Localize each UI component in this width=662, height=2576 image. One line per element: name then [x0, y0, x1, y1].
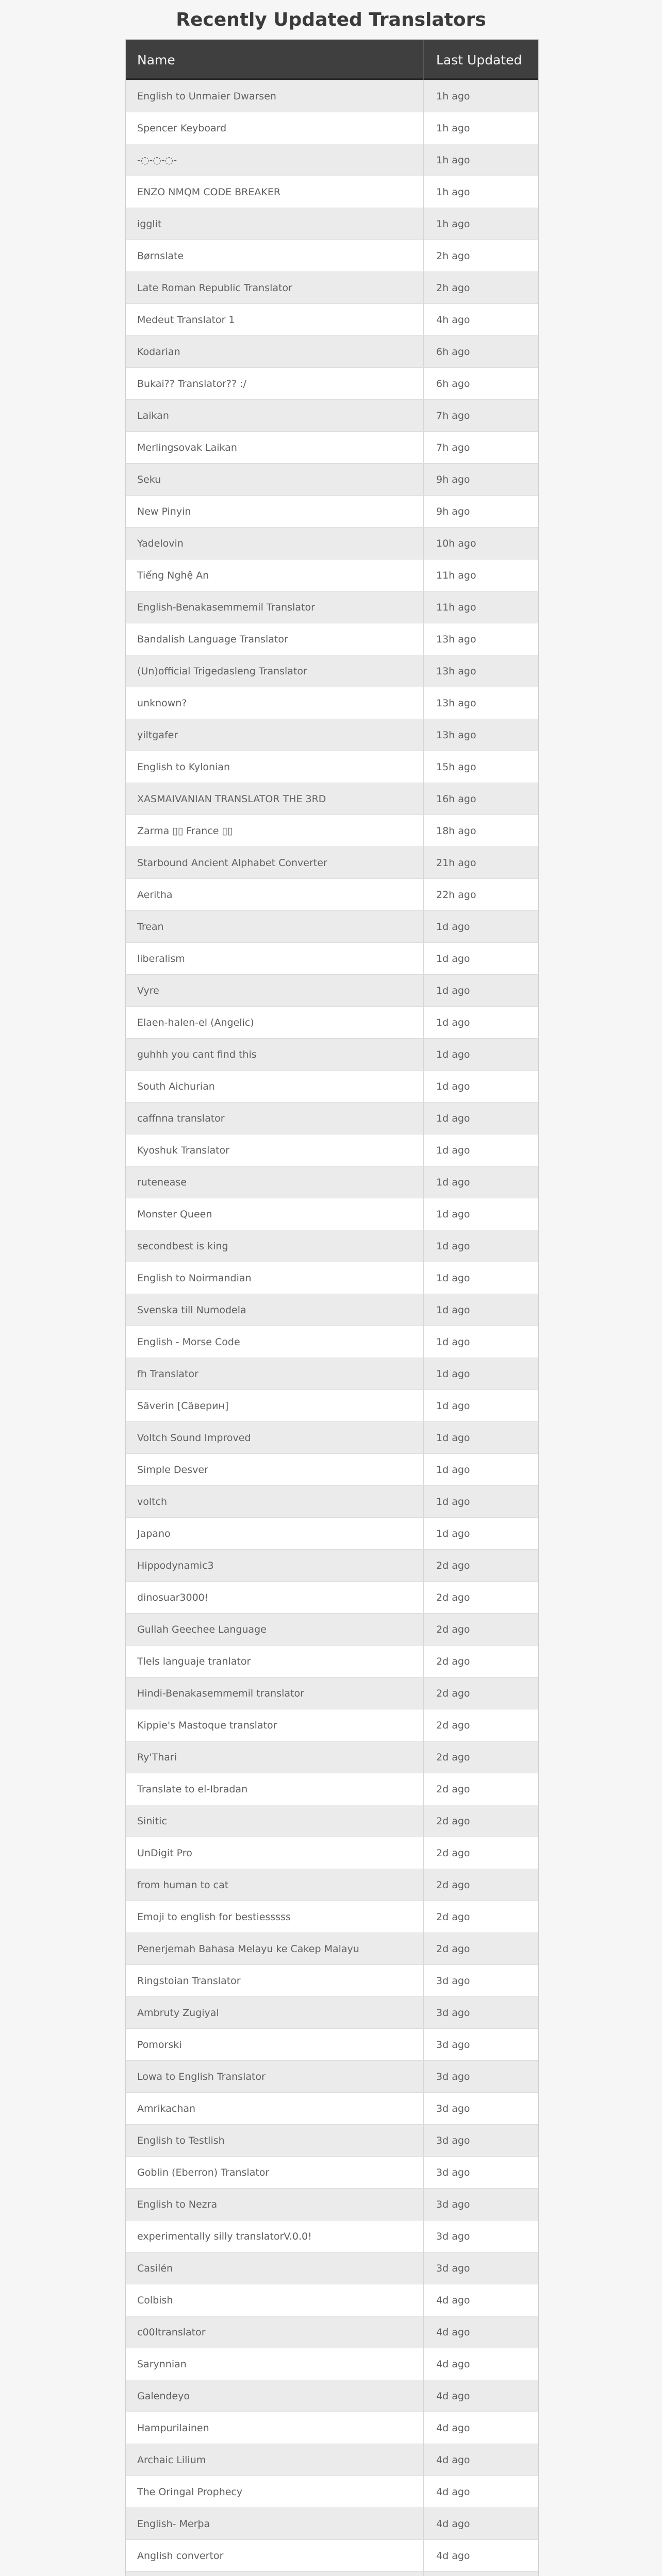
table-row[interactable]	[126, 176, 538, 208]
last-updated-cell: 1d ago	[423, 1166, 538, 1198]
table-row[interactable]	[126, 1070, 538, 1102]
table-row[interactable]	[126, 751, 538, 783]
last-updated-cell: 2d ago	[423, 1805, 538, 1837]
table-row[interactable]	[126, 1837, 538, 1869]
table-row[interactable]	[126, 2188, 538, 2220]
column-header-updated: Last Updated	[423, 40, 538, 80]
table-row[interactable]	[126, 687, 538, 719]
translator-name-link[interactable]: Bandalish Language Translator	[137, 633, 288, 645]
translator-name-link[interactable]: ENZO NMQM CODE BREAKER	[137, 186, 281, 198]
translator-name-link[interactable]: Ry'Thari	[137, 1751, 177, 1763]
page-title: Recently Updated Translators	[176, 9, 486, 30]
table-row[interactable]	[126, 2284, 538, 2316]
translator-name-link[interactable]: Børnslate	[137, 250, 184, 262]
translator-name-link[interactable]: -◌-◌-◌-	[137, 154, 177, 166]
table-row[interactable]	[126, 144, 538, 176]
translator-name-link[interactable]: secondbest is king	[137, 1240, 228, 1252]
translator-name-link[interactable]: Yadelovin	[137, 537, 184, 549]
table-row[interactable]	[126, 367, 538, 399]
translator-name-link[interactable]: UnDigit Pro	[137, 1847, 192, 1859]
table-row[interactable]	[126, 2476, 538, 2507]
last-updated-cell: 1d ago	[423, 911, 538, 942]
last-updated-cell: 3d ago	[423, 2029, 538, 2060]
translator-name-link[interactable]: Translate to el-Ibradan	[137, 1783, 248, 1795]
table-row[interactable]	[126, 112, 538, 144]
last-updated-cell: 1d ago	[423, 1262, 538, 1294]
translator-name-link[interactable]: from human to cat	[137, 1879, 229, 1891]
last-updated-cell: 1h ago	[423, 176, 538, 208]
last-updated-cell: 2d ago	[423, 1933, 538, 1964]
last-updated-cell: 1h ago	[423, 80, 538, 112]
translator-name-link[interactable]: voltch	[137, 1496, 168, 1507]
table-row[interactable]	[126, 2220, 538, 2252]
table-row[interactable]	[126, 815, 538, 846]
translator-name-link[interactable]: Säverin [Сäверин]	[137, 1400, 229, 1412]
last-updated-cell: 4d ago	[423, 2444, 538, 2476]
last-updated-cell: 3d ago	[423, 2252, 538, 2284]
last-updated-cell: 11h ago	[423, 591, 538, 623]
table-row[interactable]	[126, 2539, 538, 2571]
table-row[interactable]	[126, 272, 538, 303]
translator-name-link[interactable]: Galendeyo	[137, 2390, 190, 2402]
translator-name-link[interactable]: Emoji to english for bestiesssss	[137, 1911, 291, 1923]
table-row[interactable]	[126, 942, 538, 974]
translator-name-link[interactable]: Svenska till Numodela	[137, 1304, 246, 1316]
table-row[interactable]	[126, 2156, 538, 2188]
table-row[interactable]	[126, 2507, 538, 2539]
table-row[interactable]	[126, 1006, 538, 1038]
table-row[interactable]	[126, 1166, 538, 1198]
last-updated-cell: 2d ago	[423, 1614, 538, 1645]
table-row[interactable]	[126, 1230, 538, 1262]
translator-name-link[interactable]: English - Morse Code	[137, 1336, 240, 1348]
table-row[interactable]	[126, 1901, 538, 1933]
last-updated-cell: 1d ago	[423, 1198, 538, 1230]
table-row[interactable]	[126, 559, 538, 591]
translator-name-link[interactable]: New Pinyin	[137, 505, 191, 517]
translator-name-link[interactable]: rutenease	[137, 1176, 187, 1188]
last-updated-cell: 6h ago	[423, 336, 538, 367]
translator-name-link[interactable]: The Oringal Prophecy	[137, 2486, 243, 2498]
table-row[interactable]	[126, 2092, 538, 2124]
table-row[interactable]	[126, 2028, 538, 2060]
last-updated-cell: 1d ago	[423, 1294, 538, 1326]
table-row[interactable]	[126, 1805, 538, 1837]
last-updated-cell: 2d ago	[423, 1773, 538, 1805]
table-row[interactable]	[126, 1453, 538, 1485]
translator-name-link[interactable]: Simple Desver	[137, 1464, 208, 1476]
translator-name-link[interactable]: Anglish convertor	[137, 2550, 224, 2562]
last-updated-cell: 4h ago	[423, 304, 538, 335]
table-row[interactable]	[126, 1549, 538, 1581]
table-header	[126, 40, 538, 80]
last-updated-cell: 1h ago	[423, 112, 538, 144]
table-row[interactable]	[126, 1326, 538, 1358]
table-row[interactable]	[126, 910, 538, 942]
table-row[interactable]	[126, 80, 538, 112]
translator-name-link[interactable]: Lowa to English Translator	[137, 2071, 266, 2082]
table-row[interactable]	[126, 1517, 538, 1549]
translator-name-link[interactable]: English-Benakasemmemil Translator	[137, 601, 315, 613]
last-updated-cell: 2d ago	[423, 1582, 538, 1613]
table-row[interactable]	[126, 1262, 538, 1294]
table-row[interactable]	[126, 1773, 538, 1805]
table-row[interactable]	[126, 1709, 538, 1741]
last-updated-cell: 10h ago	[423, 528, 538, 559]
last-updated-cell: 2d ago	[423, 1869, 538, 1901]
translator-name-link[interactable]: English to Noirmandian	[137, 1272, 252, 1284]
table-row[interactable]	[126, 431, 538, 463]
last-updated-cell: 3d ago	[423, 2061, 538, 2092]
last-updated-cell: 2d ago	[423, 1646, 538, 1677]
table-row[interactable]	[126, 974, 538, 1006]
translator-name-link[interactable]: Kyoshuk Translator	[137, 1144, 229, 1156]
last-updated-cell: 1d ago	[423, 1134, 538, 1166]
translator-name-link[interactable]: Colbish	[137, 2294, 173, 2306]
translator-name-link[interactable]: Gullah Geechee Language	[137, 1623, 267, 1635]
last-updated-cell	[423, 2572, 538, 2576]
last-updated-cell: 3d ago	[423, 2125, 538, 2156]
translator-name-link[interactable]: Trean	[137, 921, 164, 933]
last-updated-cell: 1d ago	[423, 1454, 538, 1485]
table-row[interactable]	[126, 335, 538, 367]
translator-name-link[interactable]: English to Testlish	[137, 2134, 225, 2146]
last-updated-cell: 1d ago	[423, 1422, 538, 1453]
last-updated-cell: 11h ago	[423, 560, 538, 591]
last-updated-cell: 21h ago	[423, 847, 538, 878]
translator-name-link[interactable]: Penerjemah Bahasa Melayu ke Cakep Malayu	[137, 1943, 359, 1955]
last-updated-cell: 1d ago	[423, 1071, 538, 1102]
table-row[interactable]	[126, 2124, 538, 2156]
translator-name-link[interactable]: Bukai?? Translator?? :/	[137, 378, 246, 389]
last-updated-cell: 13h ago	[423, 719, 538, 751]
translator-name-link[interactable]: Goblin (Eberron) Translator	[137, 2166, 270, 2178]
table-row[interactable]	[126, 1421, 538, 1453]
table-row[interactable]	[126, 208, 538, 240]
translator-name-link[interactable]: Medeut Translator 1	[137, 314, 235, 326]
last-updated-cell: 1h ago	[423, 208, 538, 240]
translator-name-link[interactable]: Archaic Lilium	[137, 2454, 206, 2466]
translator-name-link[interactable]: South Aichurian	[137, 1080, 215, 1092]
last-updated-cell: 16h ago	[423, 783, 538, 815]
translator-name-link[interactable]: Kippie's Mastoque translator	[137, 1719, 277, 1731]
last-updated-cell: 22h ago	[423, 879, 538, 910]
table-body	[126, 80, 538, 2576]
table-row[interactable]	[126, 1485, 538, 1517]
translator-name-link[interactable]: Sinitic	[137, 1815, 167, 1827]
last-updated-cell: 7h ago	[423, 400, 538, 431]
translator-name-link[interactable]: yiltgafer	[137, 729, 178, 741]
translator-name-link[interactable]: unknown?	[137, 697, 187, 709]
table-row[interactable]	[126, 240, 538, 272]
translator-name-link[interactable]: English- Merþa	[137, 2518, 210, 2530]
last-updated-cell: 4d ago	[423, 2348, 538, 2380]
last-updated-cell: 3d ago	[423, 2157, 538, 2188]
last-updated-cell: 1d ago	[423, 1103, 538, 1134]
last-updated-cell: 9h ago	[423, 496, 538, 527]
last-updated-cell: 9h ago	[423, 464, 538, 495]
last-updated-cell: 1d ago	[423, 1390, 538, 1421]
last-updated-cell: 7h ago	[423, 432, 538, 463]
column-header-name: Name	[137, 52, 175, 67]
translator-name-link[interactable]: Hampurilainen	[137, 2422, 209, 2434]
last-updated-cell: 1d ago	[423, 1039, 538, 1070]
translator-name-link[interactable]: caffnna translator	[137, 1112, 225, 1124]
translator-name-link[interactable]: English to Nezra	[137, 2198, 218, 2210]
last-updated-cell: 15h ago	[423, 751, 538, 783]
translator-name-link[interactable]: Sarynnian	[137, 2358, 187, 2370]
last-updated-cell: 2d ago	[423, 1901, 538, 1933]
last-updated-cell: 1d ago	[423, 1326, 538, 1358]
translator-name-link[interactable]: Amrikachan	[137, 2103, 196, 2114]
translator-name-link[interactable]: Casilén	[137, 2262, 173, 2274]
translator-name-link[interactable]: dinosuar3000!	[137, 1591, 209, 1603]
translator-name-link[interactable]: Ringstoian Translator	[137, 1975, 241, 1987]
table-row[interactable]	[126, 1294, 538, 1326]
last-updated-cell: 3d ago	[423, 1965, 538, 1996]
last-updated-cell: 3d ago	[423, 1997, 538, 2028]
table-row[interactable]	[126, 878, 538, 910]
last-updated-cell: 4d ago	[423, 2508, 538, 2539]
last-updated-cell: 6h ago	[423, 368, 538, 399]
translator-name-link[interactable]: Merlingsovak Laikan	[137, 442, 237, 453]
translator-name-link[interactable]: English to Unmaier Dwarsen	[137, 90, 276, 102]
table-row[interactable]	[126, 1358, 538, 1389]
translator-name-link[interactable]: Tiếng Nghệ An	[137, 569, 209, 581]
translator-name-link[interactable]: Pomorski	[137, 2039, 182, 2050]
translator-name-link[interactable]: Japano	[137, 1528, 171, 1539]
translator-name-link[interactable]: Hippodynamic3	[137, 1560, 214, 1571]
table-row[interactable]	[126, 1869, 538, 1901]
last-updated-cell: 18h ago	[423, 815, 538, 846]
last-updated-cell: 2d ago	[423, 1741, 538, 1773]
last-updated-cell: 1d ago	[423, 943, 538, 974]
table-row[interactable]	[126, 2252, 538, 2284]
table-row[interactable]	[126, 1613, 538, 1645]
table-row[interactable]	[126, 1102, 538, 1134]
translator-name-link[interactable]: Tlels languaje tranlator	[137, 1655, 251, 1667]
last-updated-cell: 4d ago	[423, 2476, 538, 2507]
last-updated-cell: 2d ago	[423, 1709, 538, 1741]
table-row[interactable]	[126, 2060, 538, 2092]
last-updated-cell: 3d ago	[423, 2093, 538, 2124]
table-row[interactable]	[126, 463, 538, 495]
last-updated-cell: 4d ago	[423, 2412, 538, 2444]
last-updated-cell: 1d ago	[423, 975, 538, 1006]
last-updated-cell: 4d ago	[423, 2284, 538, 2316]
table-row[interactable]	[126, 1677, 538, 1709]
translator-name-link[interactable]: Aeritha	[137, 889, 173, 901]
translators-table	[125, 39, 539, 2576]
translator-name-link[interactable]: fh Translator	[137, 1368, 198, 1380]
last-updated-cell: 3d ago	[423, 2189, 538, 2220]
last-updated-cell: 4d ago	[423, 2380, 538, 2412]
table-row[interactable]	[126, 846, 538, 878]
last-updated-cell: 2d ago	[423, 1550, 538, 1581]
table-row[interactable]	[126, 1134, 538, 1166]
translator-name-link[interactable]: Ambruty Zugiyal	[137, 2007, 219, 2019]
translator-name-link[interactable]: Kodarian	[137, 346, 180, 358]
table-row[interactable]	[126, 2444, 538, 2476]
translator-name-link[interactable]: Vyre	[137, 985, 159, 996]
translator-name-link[interactable]: guhhh you cant find this	[137, 1048, 257, 1060]
last-updated-cell: 1d ago	[423, 1230, 538, 1262]
table-row[interactable]	[126, 2412, 538, 2444]
table-row[interactable]	[126, 1996, 538, 2028]
table-row[interactable]	[126, 2348, 538, 2380]
translator-name-link[interactable]: Elaen-halen-el (Angelic)	[137, 1016, 254, 1028]
last-updated-cell: 3d ago	[423, 2221, 538, 2252]
last-updated-cell: 1d ago	[423, 1358, 538, 1389]
last-updated-cell: 2h ago	[423, 272, 538, 303]
translator-name-link[interactable]: English to Kylonian	[137, 761, 230, 773]
translator-name-link[interactable]: Hindi-Benakasemmemil translator	[137, 1687, 304, 1699]
translator-name-link[interactable]: Spencer Keyboard	[137, 122, 227, 134]
table-row[interactable]	[126, 1933, 538, 1964]
table-row[interactable]	[126, 623, 538, 655]
table-row[interactable]	[126, 1581, 538, 1613]
table-row[interactable]	[126, 655, 538, 687]
table-row[interactable]	[126, 495, 538, 527]
translator-name-link[interactable]: Starbound Ancient Alphabet Converter	[137, 857, 327, 869]
table-row[interactable]	[126, 527, 538, 559]
last-updated-cell: 2h ago	[423, 240, 538, 272]
table-row[interactable]	[126, 399, 538, 431]
table-row[interactable]	[126, 1389, 538, 1421]
last-updated-cell: 1d ago	[423, 1518, 538, 1549]
last-updated-cell: 1d ago	[423, 1007, 538, 1038]
last-updated-cell: 2d ago	[423, 1677, 538, 1709]
translator-name-link[interactable]: Seku	[137, 473, 161, 485]
translator-name-link[interactable]: Zarma ▯▯ France ▯▯	[137, 825, 233, 837]
table-row[interactable]	[126, 2571, 538, 2576]
translator-name-link[interactable]: Late Roman Republic Translator	[137, 282, 292, 294]
translator-name-link[interactable]: Voltch Sound Improved	[137, 1432, 251, 1444]
table-row[interactable]	[126, 591, 538, 623]
translator-name-link[interactable]: (Un)official Trigedasleng Translator	[137, 665, 307, 677]
table-row[interactable]	[126, 783, 538, 815]
table-row[interactable]	[126, 1198, 538, 1230]
last-updated-cell: 13h ago	[423, 687, 538, 719]
table-row[interactable]	[126, 1741, 538, 1773]
translator-name-link[interactable]: Laikan	[137, 410, 169, 421]
last-updated-cell: 13h ago	[423, 623, 538, 655]
translator-name-link[interactable]: liberalism	[137, 953, 185, 964]
last-updated-cell: 13h ago	[423, 655, 538, 687]
last-updated-cell: 2d ago	[423, 1837, 538, 1869]
table-row[interactable]	[126, 1645, 538, 1677]
translator-name-link[interactable]: experimentally silly translatorV.0.0!	[137, 2230, 312, 2242]
last-updated-cell: 1h ago	[423, 144, 538, 176]
table-row[interactable]	[126, 2316, 538, 2348]
table-row[interactable]	[126, 719, 538, 751]
translator-name-link[interactable]: c00ltranslator	[137, 2326, 206, 2338]
last-updated-cell: 1d ago	[423, 1486, 538, 1517]
translator-name-link[interactable]: XASMAIVANIAN TRANSLATOR THE 3RD	[137, 793, 326, 805]
table-row[interactable]	[126, 2380, 538, 2412]
table-row[interactable]	[126, 303, 538, 335]
table-row[interactable]	[126, 1964, 538, 1996]
translator-name-link[interactable]: Monster Queen	[137, 1208, 212, 1220]
translator-name-link[interactable]: igglit	[137, 218, 162, 230]
last-updated-cell: 4d ago	[423, 2540, 538, 2571]
last-updated-cell: 4d ago	[423, 2316, 538, 2348]
table-row[interactable]	[126, 1038, 538, 1070]
